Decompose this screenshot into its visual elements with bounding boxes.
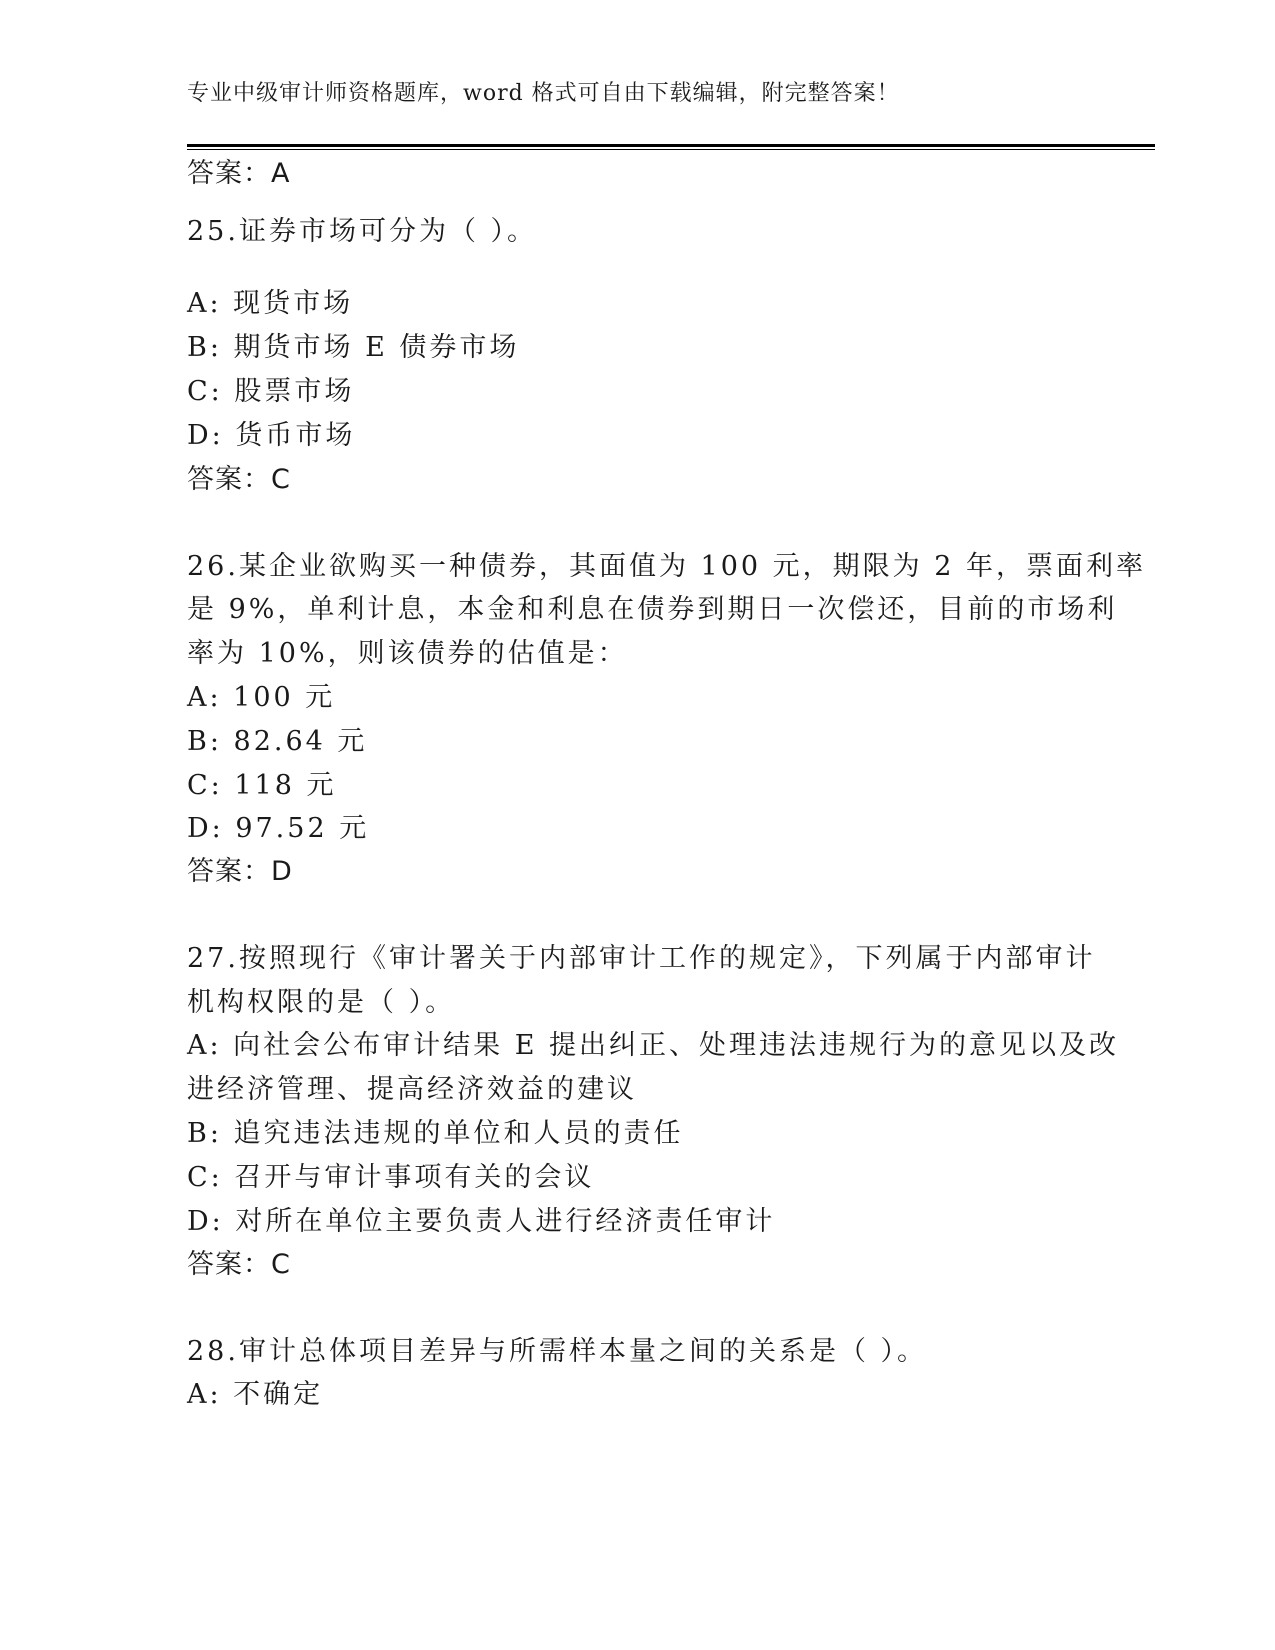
option-27-b: B: 追究违法违规的单位和人员的责任 (187, 1118, 684, 1149)
option-25-d: D: 货币市场 (187, 420, 356, 451)
answer-26: 答案：D (187, 856, 293, 887)
question-28: 28.审计总体项目差异与所需样本量之间的关系是（ ）。 (187, 1336, 928, 1367)
answer-25: 答案：C (187, 464, 291, 495)
answer-24: 答案：A (187, 158, 291, 189)
question-26-line-1: 26.某企业欲购买一种债券，其面值为 100 元，期限为 2 年，票面利率 (187, 551, 1146, 582)
question-26-line-3: 率为 10%，则该债券的估值是： (187, 638, 628, 669)
option-25-b: B: 期货市场 E 债券市场 (187, 332, 520, 363)
option-27-a-line-2: 进经济管理、提高经济效益的建议 (187, 1074, 637, 1105)
option-27-a-line-1: A: 向社会公布审计结果 E 提出纠正、处理违法违规行为的意见以及改 (187, 1030, 1120, 1061)
option-26-a: A: 100 元 (187, 682, 336, 713)
header-divider-thin (187, 149, 1155, 150)
option-27-c: C: 召开与审计事项有关的会议 (187, 1162, 595, 1193)
option-25-a: A: 现货市场 (187, 288, 354, 319)
question-26-line-2: 是 9%，单利计息，本金和利息在债券到期日一次偿还，目前的市场利 (187, 594, 1118, 625)
question-27-line-2: 机构权限的是（ ）。 (187, 987, 456, 1018)
header-divider (187, 144, 1155, 147)
option-27-d: D: 对所在单位主要负责人进行经济责任审计 (187, 1206, 776, 1237)
page-header: 专业中级审计师资格题库，word 格式可自由下载编辑，附完整答案！ (187, 81, 900, 106)
answer-27: 答案：C (187, 1249, 291, 1280)
option-26-c: C: 118 元 (187, 770, 337, 801)
option-25-c: C: 股票市场 (187, 376, 355, 407)
option-26-b: B: 82.64 元 (187, 726, 368, 757)
question-27-line-1: 27.按照现行《审计署关于内部审计工作的规定》，下列属于内部审计 (187, 943, 1096, 974)
option-28-a: A: 不确定 (187, 1379, 324, 1410)
question-25: 25.证券市场可分为（ ）。 (187, 216, 538, 247)
option-26-d: D: 97.52 元 (187, 813, 370, 844)
